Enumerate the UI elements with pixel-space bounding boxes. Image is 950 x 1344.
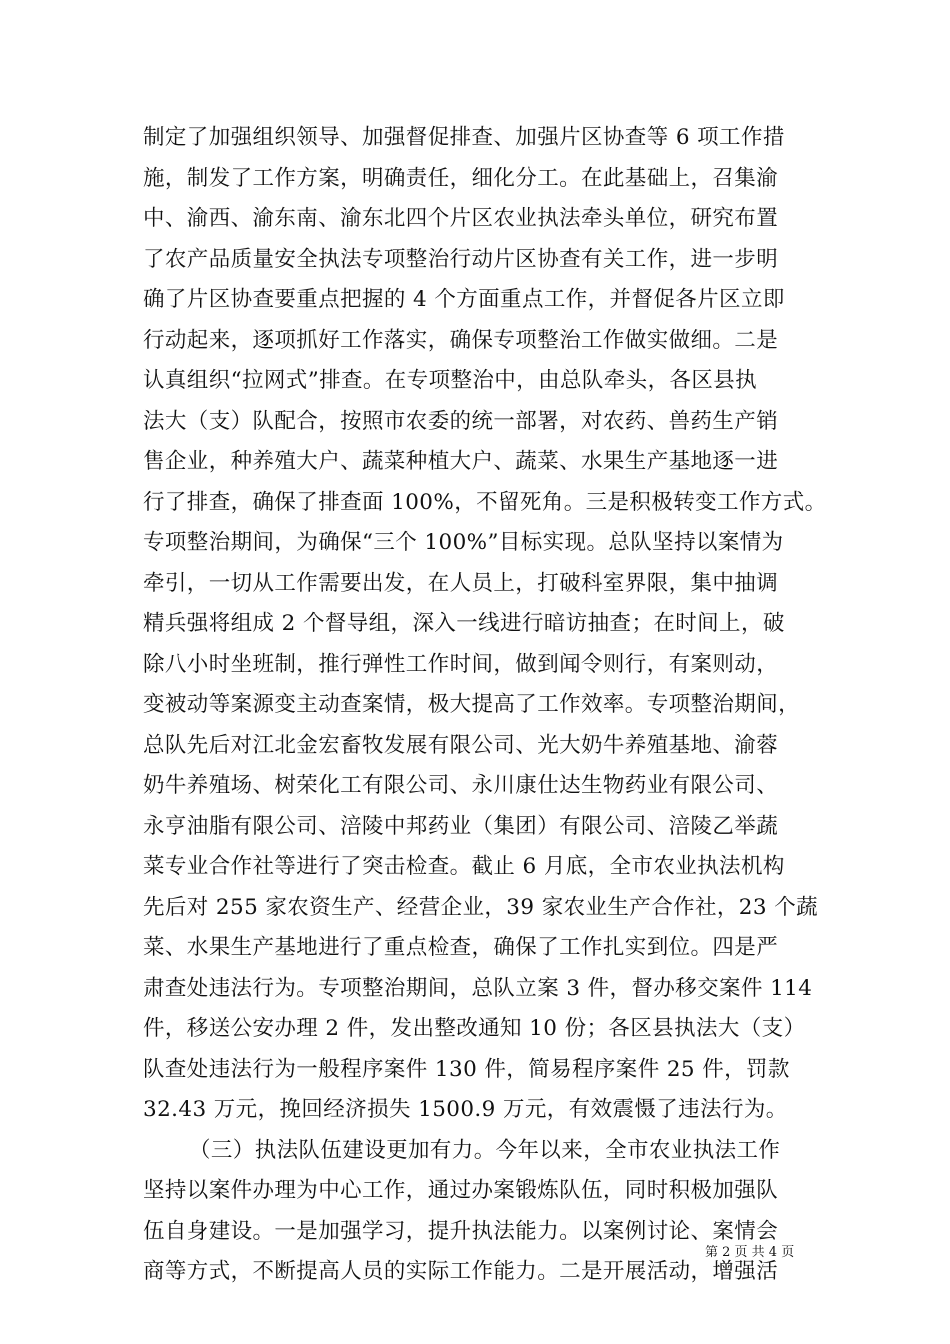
text-line: 伍自身建设。一是加强学习，提升执法能力。以案例讨论、案情会 xyxy=(143,1218,779,1244)
text-line: 行动起来，逐项抓好工作落实，确保专项整治工作做实做细。二是 xyxy=(143,327,779,353)
text-line: 先后对 255 家农资生产、经营企业，39 家农业生产合作社，23 个蔬 xyxy=(143,894,818,920)
text-line: 专项整治期间，为确保“三个 100%”目标实现。总队坚持以案情为 xyxy=(143,530,784,555)
text-line: 确了片区协查要重点把握的 4 个方面重点工作，并督促各片区立即 xyxy=(143,287,785,312)
text-line: 坚持以案件办理为中心工作，通过办案锻炼队伍，同时积极加强队 xyxy=(143,1178,779,1203)
text-line: 奶牛养殖场、树荣化工有限公司、永川康仕达生物药业有限公司、 xyxy=(143,773,779,798)
text-line: 肃查处违法行为。专项整治期间，总队立案 3 件，督办移交案件 114 xyxy=(143,975,813,1001)
text-line: 件，移送公安办理 2 件，发出整改通知 10 份；各区县执法大（支） xyxy=(143,1016,806,1041)
text-line: 精兵强将组成 2 个督导组，深入一线进行暗访抽查；在时间上，破 xyxy=(143,611,785,636)
page-number-footer: 第 2 页 共 4 页 xyxy=(705,1245,795,1260)
text-line: 除八小时坐班制，推行弹性工作时间，做到闻令则行，有案则动， xyxy=(143,651,779,677)
text-line: 认真组织“拉网式”排查。在专项整治中，由总队牵头，各区县执 xyxy=(143,368,758,393)
text-line: 施，制发了工作方案，明确责任，细化分工。在此基础上，召集渝 xyxy=(143,165,779,191)
text-line: 制定了加强组织领导、加强督促排查、加强片区协查等 6 项工作措 xyxy=(143,125,785,150)
body-text xyxy=(143,118,827,1293)
text-line: 队查处违法行为一般程序案件 130 件，简易程序案件 25 件，罚款 xyxy=(143,1056,790,1082)
text-line: 菜、水果生产基地进行了重点检查，确保了工作扎实到位。四是严 xyxy=(143,935,779,960)
text-line: 了农产品质量安全执法专项整治行动片区协查有关工作，进一步明 xyxy=(143,246,779,272)
text-line: 售企业，种养殖大户、蔬菜种植大户、蔬菜、水果生产基地逐一进 xyxy=(143,449,779,474)
text-line: 菜专业合作社等进行了突击检查。截止 6 月底，全市农业执法机构 xyxy=(143,854,785,879)
text-line: 牵引，一切从工作需要出发，在人员上，打破科室界限，集中抽调 xyxy=(143,570,779,596)
text-line: 法大（支）队配合，按照市农委的统一部署，对农药、兽药生产销 xyxy=(143,408,779,434)
text-line: 32.43 万元，挽回经济损失 1500.9 万元，有效震慑了违法行为。 xyxy=(143,1097,788,1122)
text-line: 总队先后对江北金宏畜牧发展有限公司、光大奶牛养殖基地、渝蓉 xyxy=(143,732,779,758)
text-line: 永亨油脂有限公司、涪陵中邦药业（集团）有限公司、涪陵乙举蔬 xyxy=(143,813,779,839)
text-line: 商等方式，不断提高人员的实际工作能力。二是开展活动，增强活 xyxy=(143,1259,779,1284)
text-line: 行了排查，确保了排查面 100%，不留死角。三是积极转变工作方式。 xyxy=(143,489,827,515)
text-line: 中、渝西、渝东南、渝东北四个片区农业执法牵头单位，研究布置 xyxy=(143,206,779,231)
paragraph-start-line: （三）执法队伍建设更加有力。今年以来，全市农业执法工作 xyxy=(189,1137,781,1163)
text-line: 变被动等案源变主动查案情，极大提高了工作效率。专项整治期间， xyxy=(143,692,801,717)
